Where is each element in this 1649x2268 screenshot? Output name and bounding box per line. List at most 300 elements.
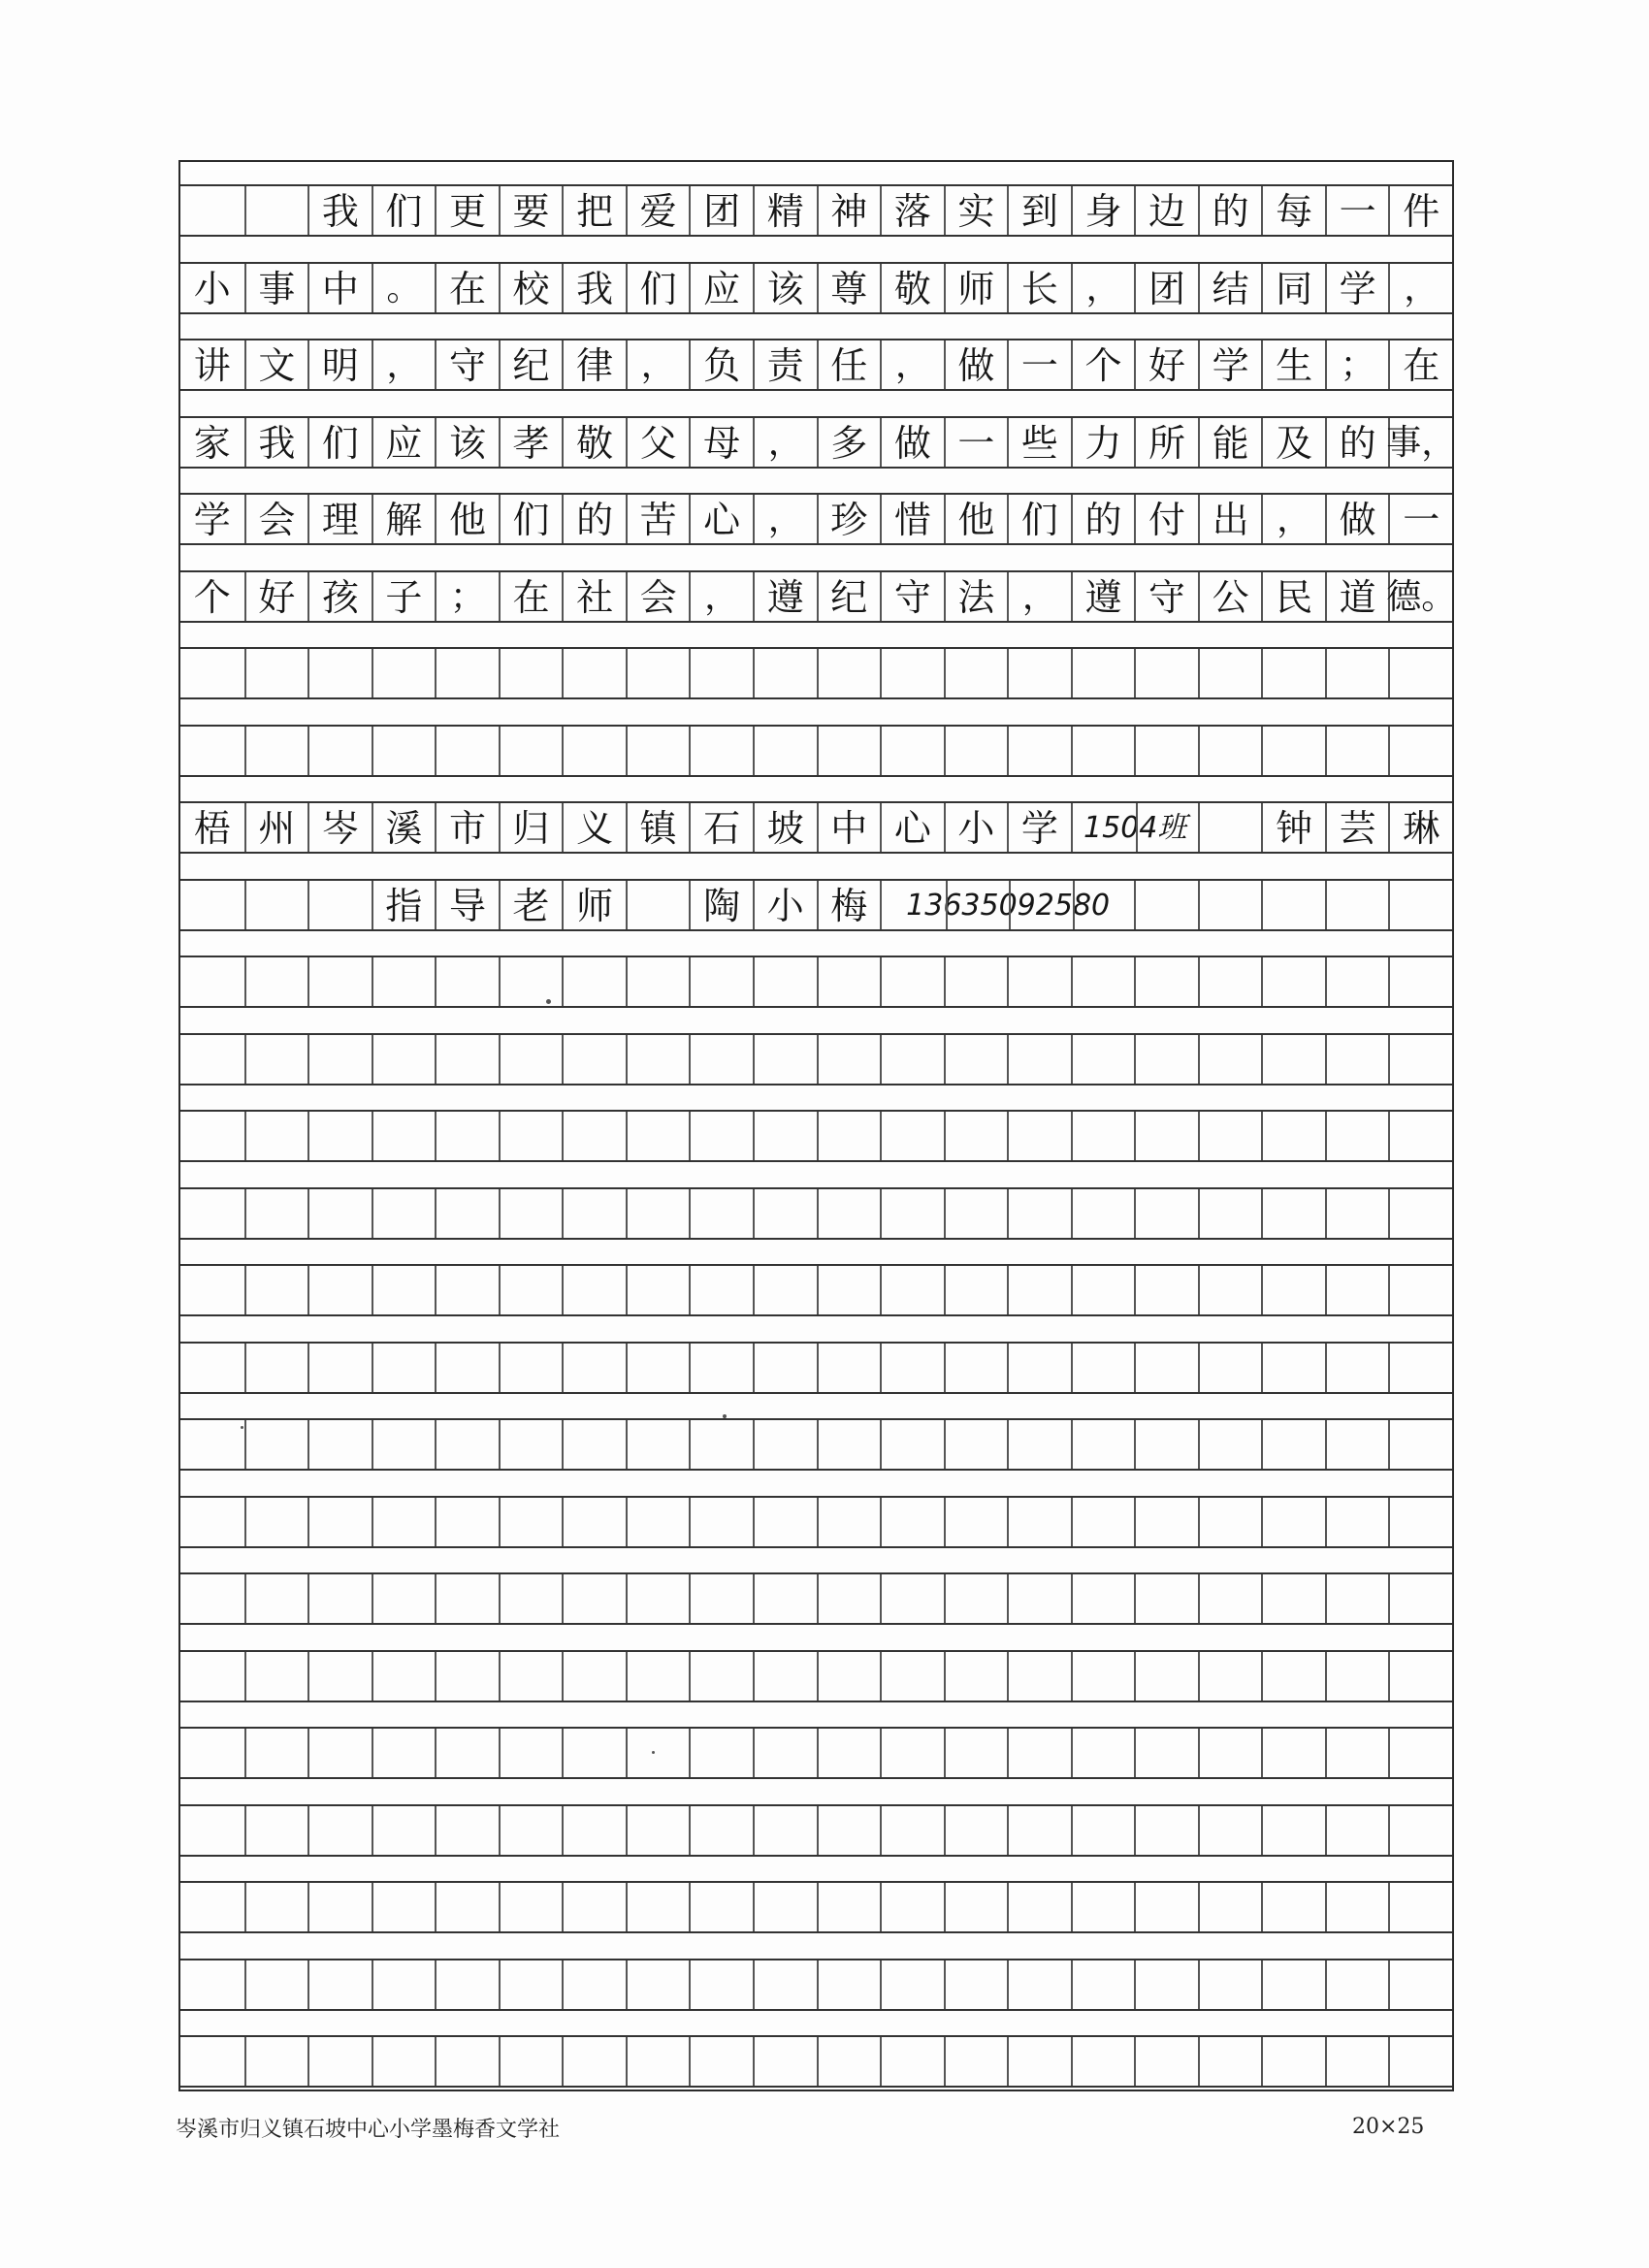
handwritten-char: 学	[1020, 807, 1058, 851]
handwritten-char: 我	[258, 421, 296, 465]
grid-cell	[372, 1806, 436, 1855]
grid-cell	[1388, 1960, 1452, 2009]
grid-cell	[307, 1960, 372, 2009]
grid-cell	[626, 572, 690, 621]
handwritten-char: 边	[1148, 190, 1186, 234]
grid-cell	[244, 2037, 308, 2086]
grid-cell	[880, 727, 944, 775]
grid-cell	[244, 1960, 308, 2009]
grid-cell	[1071, 649, 1135, 697]
handwritten-char: 母	[703, 421, 741, 465]
grid-cell	[1386, 418, 1457, 467]
handwritten-char: 我	[321, 190, 359, 234]
grid-cell	[499, 1498, 563, 1546]
grid-cell	[1325, 1112, 1389, 1160]
grid-cell	[753, 649, 817, 697]
grid-cell	[180, 186, 244, 235]
grid-row	[180, 339, 1452, 391]
grid-cell	[499, 1574, 563, 1623]
grid-cell	[562, 881, 626, 929]
grid-cell	[372, 418, 436, 467]
grid-cell	[372, 1729, 436, 1777]
grid-cell	[435, 186, 499, 235]
grid-cell	[689, 649, 753, 697]
grid-cell	[753, 1574, 817, 1623]
grid-cell	[1198, 1883, 1262, 1931]
grid-cell	[435, 1806, 499, 1855]
grid-cell	[1134, 1344, 1198, 1392]
grid-cell	[1134, 1729, 1198, 1777]
grid-cell	[1071, 1883, 1135, 1931]
grid-cell	[1325, 1266, 1389, 1314]
grid-cell	[1007, 649, 1071, 697]
grid-cell	[244, 340, 308, 389]
grid-cell	[753, 1652, 817, 1701]
grid-cell	[689, 1574, 753, 1623]
grid-cell	[307, 727, 372, 775]
handwritten-char: 些	[1020, 421, 1058, 465]
grid-cell	[244, 727, 308, 775]
grid-cell	[180, 1266, 244, 1314]
grid-cell	[499, 727, 563, 775]
grid-cell	[689, 727, 753, 775]
grid-cell	[562, 1806, 626, 1855]
grid-cell	[817, 1112, 881, 1160]
grid-cell	[689, 1035, 753, 1084]
grid-cell	[372, 264, 436, 312]
grid-cell	[1388, 2037, 1452, 2086]
grid-cell	[1071, 1189, 1135, 1238]
grid-cell	[880, 1883, 944, 1931]
grid-cell	[880, 1574, 944, 1623]
grid-cell	[753, 264, 817, 312]
grid-cell	[562, 1652, 626, 1701]
grid-cell	[499, 1960, 563, 2009]
handwritten-char: 一	[1403, 499, 1440, 542]
grid-cell	[372, 957, 436, 1006]
grid-cell	[307, 1729, 372, 1777]
handwritten-char: 多	[830, 421, 868, 465]
grid-cell	[817, 1189, 881, 1238]
grid-cell	[1134, 1266, 1198, 1314]
grid-cell	[435, 572, 499, 621]
handwritten-char: 子	[385, 575, 423, 619]
grid-cell	[753, 803, 817, 852]
handwritten-char: 孝	[512, 421, 550, 465]
handwritten-char: 学	[1212, 344, 1249, 388]
handwritten-char: 应	[703, 267, 741, 310]
grid-cell	[1261, 727, 1325, 775]
grid-cell	[880, 1498, 944, 1546]
grid-row	[180, 1110, 1452, 1162]
grid-cell	[1071, 803, 1198, 852]
grid-cell	[1325, 1652, 1389, 1701]
grid-cell	[1007, 1574, 1071, 1623]
handwritten-char: 精	[766, 190, 804, 234]
grid-cell	[817, 803, 881, 852]
grid-cell	[817, 495, 881, 543]
handwritten-char: 爱	[639, 190, 677, 234]
handwritten-char: 家	[193, 421, 231, 465]
grid-cell	[1007, 1266, 1071, 1314]
grid-cell	[499, 957, 563, 1006]
grid-cell	[307, 2037, 372, 2086]
handwritten-char: 道	[1339, 575, 1376, 619]
grid-cell	[753, 572, 817, 621]
grid-cell	[180, 572, 244, 621]
grid-cell	[307, 957, 372, 1006]
grid-cell	[1007, 1420, 1071, 1469]
grid-cell	[753, 1112, 817, 1160]
grid-cell	[307, 1883, 372, 1931]
grid-cell	[626, 1112, 690, 1160]
grid-line	[1073, 881, 1075, 929]
grid-cell	[562, 2037, 626, 2086]
grid-cell	[435, 340, 499, 389]
grid-cell	[1388, 264, 1452, 312]
handwritten-char: 结	[1212, 267, 1249, 310]
grid-cell	[1261, 264, 1325, 312]
handwritten-char: 琳	[1403, 807, 1440, 851]
handwritten-char: 苦	[639, 499, 677, 542]
grid-cell	[562, 1574, 626, 1623]
grid-cell	[753, 418, 817, 467]
handwritten-char: 生	[1276, 344, 1313, 388]
grid-cell	[1071, 2037, 1135, 2086]
grid-cell	[244, 649, 308, 697]
scan-speck	[652, 1751, 655, 1754]
grid-cell	[1198, 1189, 1262, 1238]
grid-cell	[1261, 1189, 1325, 1238]
grid-cell	[1261, 1498, 1325, 1546]
grid-cell	[499, 1266, 563, 1314]
handwritten-char: 导	[448, 884, 486, 927]
handwritten-char: ，	[894, 345, 930, 386]
grid-cell	[1134, 1498, 1198, 1546]
grid-cell	[1134, 1806, 1198, 1855]
handwritten-char: 1504班	[1083, 811, 1187, 846]
grid-cell	[1261, 1883, 1325, 1931]
handwritten-char: 义	[576, 807, 614, 851]
grid-cell	[1198, 649, 1262, 697]
grid-cell	[1325, 1574, 1389, 1623]
grid-cell	[307, 1806, 372, 1855]
grid-cell	[626, 1498, 690, 1546]
handwritten-char: ，	[1404, 268, 1439, 308]
grid-cell	[689, 881, 753, 929]
grid-cell	[1388, 1574, 1452, 1623]
grid-cell	[499, 803, 563, 852]
grid-cell	[372, 1574, 436, 1623]
grid-cell	[1388, 1035, 1452, 1084]
handwritten-char: 们	[385, 190, 423, 234]
grid-cell	[372, 649, 436, 697]
grid-cell	[1325, 803, 1389, 852]
handwritten-char: 守	[893, 575, 931, 619]
handwritten-char: 德。	[1386, 576, 1457, 617]
grid-row	[180, 1881, 1452, 1933]
handwritten-char: 长	[1020, 267, 1058, 310]
grid-cell	[880, 1729, 944, 1777]
grid-cell	[244, 1806, 308, 1855]
handwritten-char: 把	[576, 190, 614, 234]
grid-cell	[753, 727, 817, 775]
grid-cell	[180, 1652, 244, 1701]
grid-cell	[626, 1344, 690, 1392]
grid-cell	[1071, 340, 1135, 389]
handwritten-char: 付	[1148, 499, 1186, 542]
scan-speck	[241, 1426, 243, 1429]
handwritten-char: 小	[766, 884, 804, 927]
grid-cell	[435, 418, 499, 467]
handwritten-char: 梧	[193, 807, 231, 851]
grid-cell	[562, 340, 626, 389]
handwritten-char: 州	[258, 807, 296, 851]
grid-cell	[1325, 495, 1389, 543]
grid-cell	[880, 572, 944, 621]
handwritten-char: 团	[1148, 267, 1186, 310]
grid-cell	[626, 1960, 690, 2009]
grid-cell	[753, 1420, 817, 1469]
handwritten-char: 岑	[321, 807, 359, 851]
grid-cell	[817, 1498, 881, 1546]
grid-cell	[435, 1266, 499, 1314]
grid-cell	[1007, 2037, 1071, 2086]
grid-cell	[372, 1344, 436, 1392]
grid-cell	[562, 1344, 626, 1392]
grid-cell	[562, 727, 626, 775]
grid-cell	[1134, 572, 1198, 621]
grid-cell	[944, 1883, 1008, 1931]
grid-row	[180, 1418, 1452, 1471]
grid-cell	[1134, 418, 1198, 467]
handwritten-char: 好	[258, 575, 296, 619]
grid-cell	[1325, 2037, 1389, 2086]
grid-cell	[562, 1729, 626, 1777]
handwritten-char: 会	[639, 575, 677, 619]
grid-cell	[1198, 418, 1262, 467]
grid-cell	[307, 649, 372, 697]
handwritten-char: 更	[448, 190, 486, 234]
handwritten-char: 敬	[893, 267, 931, 310]
grid-cell	[1007, 340, 1071, 389]
grid-row	[180, 1033, 1452, 1085]
grid-cell	[244, 1883, 308, 1931]
grid-cell	[180, 1189, 244, 1238]
grid-cell	[1071, 418, 1135, 467]
grid-cell	[307, 1189, 372, 1238]
grid-cell	[880, 1035, 944, 1084]
grid-cell	[1388, 1344, 1452, 1392]
grid-cell	[753, 1344, 817, 1392]
grid-cell	[372, 1112, 436, 1160]
grid-cell	[1198, 572, 1262, 621]
grid-cell	[817, 1574, 881, 1623]
grid-cell	[689, 264, 753, 312]
grid-cell	[244, 1498, 308, 1546]
grid-cell	[1198, 1266, 1262, 1314]
grid-cell	[1325, 1729, 1389, 1777]
grid-cell	[1325, 1498, 1389, 1546]
grid-cell	[1261, 1112, 1325, 1160]
grid-cell	[880, 881, 1134, 929]
handwritten-char: 指	[385, 884, 423, 927]
publisher-footer: 岑溪市归义镇石坡中心小学墨梅香文学社	[176, 2118, 561, 2142]
grid-cell	[689, 803, 753, 852]
grid-cell	[307, 1498, 372, 1546]
grid-cell	[1134, 1035, 1198, 1084]
handwritten-char: ，	[704, 576, 740, 617]
handwritten-char: 事	[258, 267, 296, 310]
grid-cell	[562, 1960, 626, 2009]
grid-cell	[1134, 881, 1198, 929]
grid-cell	[244, 1344, 308, 1392]
grid-cell	[244, 1266, 308, 1314]
grid-cell	[180, 340, 244, 389]
handwritten-char: ，	[1277, 500, 1312, 540]
handwritten-char: 孩	[321, 575, 359, 619]
handwritten-char: 。	[386, 268, 422, 308]
handwritten-char: 的	[1084, 499, 1122, 542]
grid-cell	[1134, 186, 1198, 235]
grid-cell	[1325, 1806, 1389, 1855]
grid-cell	[753, 1498, 817, 1546]
grid-row	[180, 570, 1457, 623]
grid-cell	[1134, 264, 1198, 312]
grid-cell	[689, 957, 753, 1006]
grid-cell	[307, 881, 372, 929]
grid-cell	[435, 727, 499, 775]
handwritten-char: 力	[1084, 421, 1122, 465]
grid-row	[180, 416, 1457, 469]
handwritten-char: 遵	[766, 575, 804, 619]
grid-cell	[372, 881, 436, 929]
handwritten-char: 陶	[703, 884, 741, 927]
grid-cell	[1198, 1035, 1262, 1084]
grid-cell	[180, 1498, 244, 1546]
grid-cell	[944, 1652, 1008, 1701]
handwritten-char: 公	[1212, 575, 1249, 619]
grid-cell	[626, 1035, 690, 1084]
grid-cell	[372, 1652, 436, 1701]
handwritten-char: 该	[448, 421, 486, 465]
handwritten-char: 明	[321, 344, 359, 388]
handwritten-char: 会	[258, 499, 296, 542]
grid-cell	[180, 1960, 244, 2009]
handwritten-char: 件	[1403, 190, 1440, 234]
handwritten-char: 负	[703, 344, 741, 388]
grid-cell	[689, 1806, 753, 1855]
grid-cell	[1198, 264, 1262, 312]
grid-cell	[1071, 1266, 1135, 1314]
grid-cell	[689, 1344, 753, 1392]
grid-cell	[1325, 1420, 1389, 1469]
handwritten-char: 师	[957, 267, 995, 310]
handwritten-char: 师	[576, 884, 614, 927]
handwritten-char: 法	[957, 575, 995, 619]
grid-cell	[880, 186, 944, 235]
grid-cell	[1325, 1883, 1389, 1931]
grid-cell	[180, 1574, 244, 1623]
grid-cell	[1388, 957, 1452, 1006]
grid-cell	[244, 264, 308, 312]
grid-cell	[499, 1112, 563, 1160]
grid-cell	[1388, 1266, 1452, 1314]
handwritten-char: 学	[1339, 267, 1376, 310]
grid-cell	[244, 881, 308, 929]
grid-cell	[435, 1189, 499, 1238]
handwritten-char: 社	[576, 575, 614, 619]
grid-cell	[244, 957, 308, 1006]
handwritten-char: ，	[767, 422, 803, 463]
grid-cell	[372, 1960, 436, 2009]
grid-row	[180, 1342, 1452, 1394]
grid-cell	[180, 881, 244, 929]
handwritten-char: 梅	[830, 884, 868, 927]
grid-cell	[626, 1883, 690, 1931]
grid-cell	[307, 1420, 372, 1469]
grid-cell	[1071, 495, 1135, 543]
grid-cell	[562, 1035, 626, 1084]
grid-cell	[626, 881, 690, 929]
grid-cell	[1198, 957, 1262, 1006]
grid-cell	[562, 264, 626, 312]
grid-cell	[626, 495, 690, 543]
grid-cell	[626, 1729, 690, 1777]
grid-cell	[1007, 1344, 1071, 1392]
grid-cell	[180, 264, 244, 312]
grid-cell	[1007, 1806, 1071, 1855]
grid-cell	[372, 1498, 436, 1546]
grid-cell	[562, 803, 626, 852]
grid-cell	[626, 957, 690, 1006]
grid-cell	[944, 1189, 1008, 1238]
grid-cell	[244, 1652, 308, 1701]
grid-cell	[1261, 1960, 1325, 2009]
grid-cell	[435, 649, 499, 697]
grid-cell	[435, 1498, 499, 1546]
handwritten-char: 同	[1276, 267, 1313, 310]
handwritten-char: 市	[448, 807, 486, 851]
grid-cell	[435, 1652, 499, 1701]
grid-cell	[689, 1420, 753, 1469]
grid-cell	[372, 572, 436, 621]
grid-cell	[1071, 1112, 1135, 1160]
grid-cell	[1325, 649, 1389, 697]
grid-cell	[1071, 1344, 1135, 1392]
grid-cell	[435, 1344, 499, 1392]
grid-cell	[753, 2037, 817, 2086]
grid-cell	[1325, 1344, 1389, 1392]
handwritten-char: 13635092580	[906, 888, 1111, 923]
grid-cell	[1134, 1420, 1198, 1469]
grid-line	[946, 881, 948, 929]
handwritten-char: 们	[512, 499, 550, 542]
grid-row	[180, 184, 1452, 237]
grid-cell	[689, 418, 753, 467]
grid-cell	[880, 340, 944, 389]
handwritten-char: 好	[1148, 344, 1186, 388]
handwritten-char: 守	[1148, 575, 1186, 619]
grid-cell	[435, 1729, 499, 1777]
grid-cell	[372, 727, 436, 775]
grid-cell	[1261, 572, 1325, 621]
grid-cell	[689, 340, 753, 389]
grid-cell	[817, 1344, 881, 1392]
grid-row	[180, 262, 1452, 314]
grid-cell	[626, 1652, 690, 1701]
grid-cell	[180, 1420, 244, 1469]
